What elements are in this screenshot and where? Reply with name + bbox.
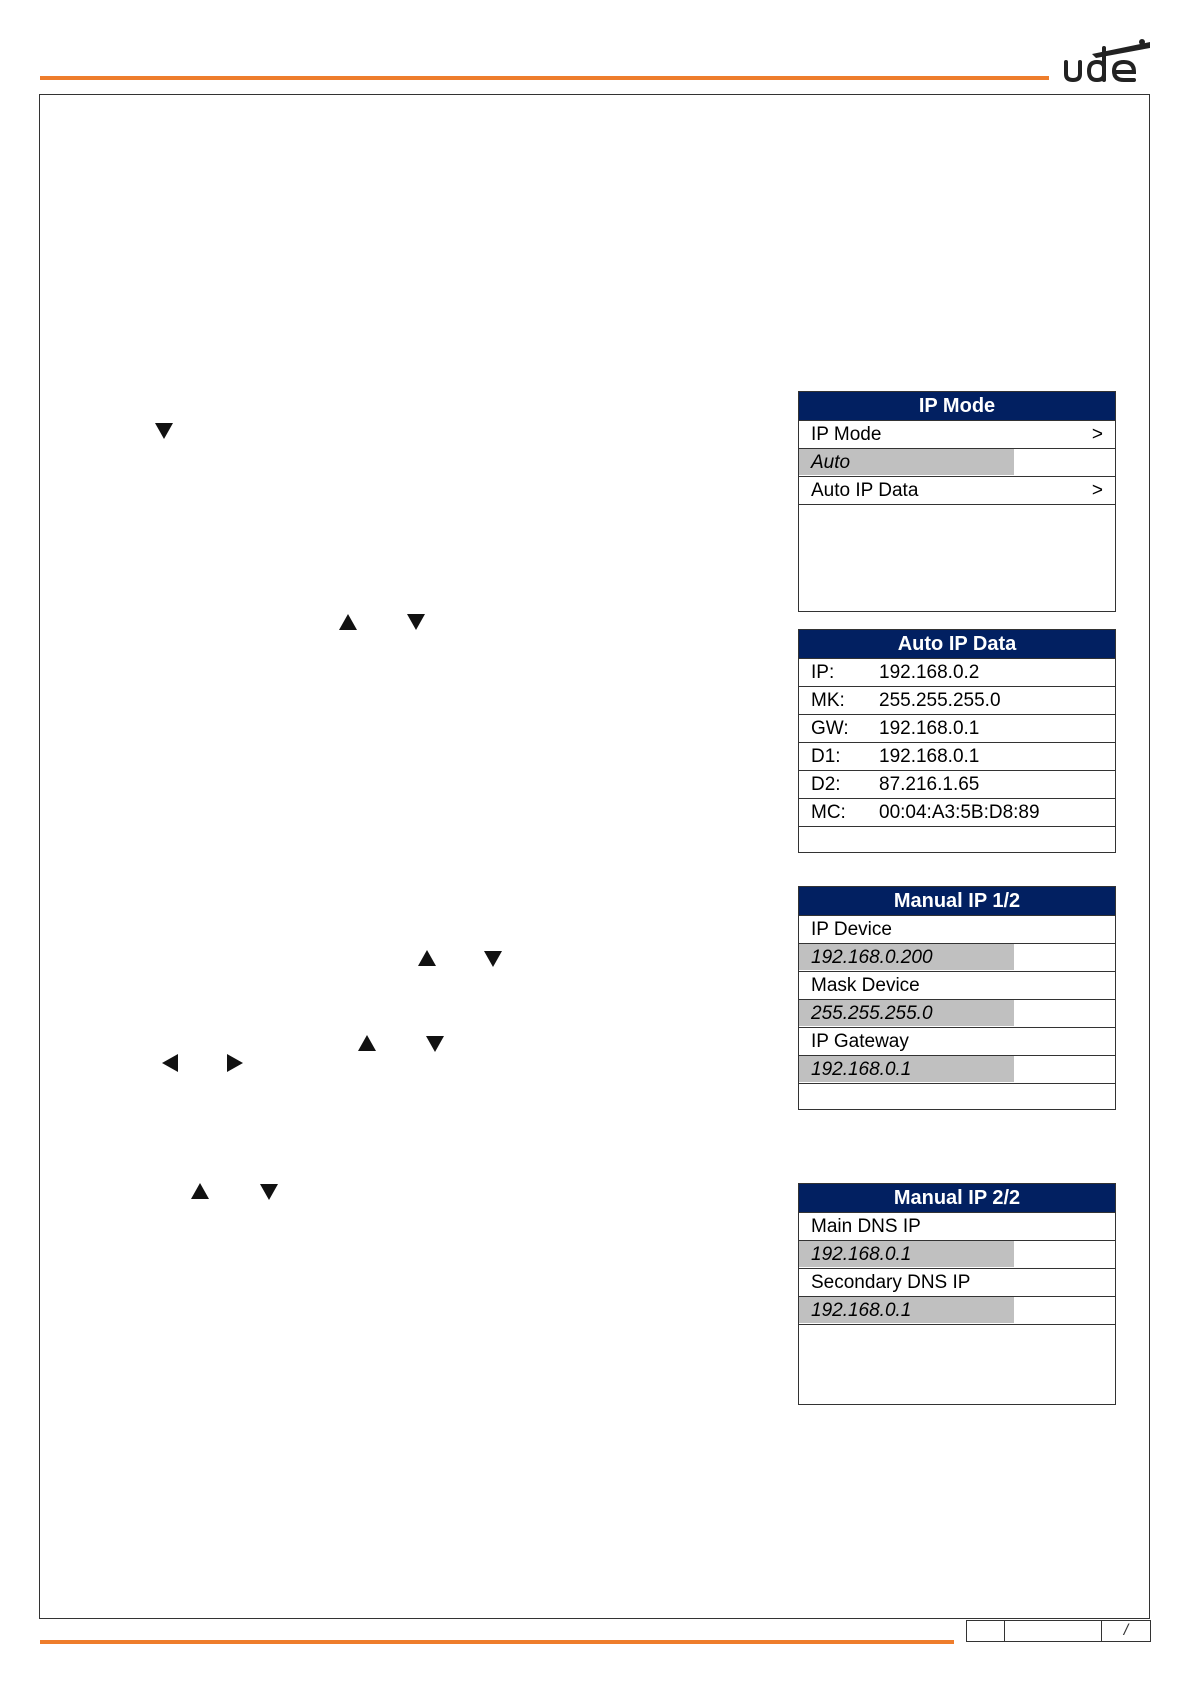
ip-device-value[interactable]	[799, 944, 1115, 972]
row-value: 192.168.0.1	[879, 718, 980, 739]
data-row-dns2	[799, 771, 1115, 799]
field-label-secondary-dns	[799, 1269, 1115, 1297]
data-row-ip	[799, 659, 1115, 687]
down-arrow-icon	[426, 1036, 444, 1052]
data-row-gateway	[799, 715, 1115, 743]
field-label-main-dns	[799, 1213, 1115, 1241]
row-key: GW:	[811, 718, 849, 739]
page-separator: /	[1123, 1622, 1129, 1639]
row-key: D1:	[811, 746, 841, 767]
mask-device-value[interactable]	[799, 1000, 1115, 1028]
row-value: 192.168.0.2	[879, 662, 980, 683]
secondary-dns-value[interactable]	[799, 1297, 1115, 1325]
menu-item-auto-ip-data[interactable]	[799, 477, 1115, 505]
field-value: 192.168.0.200	[799, 944, 1014, 970]
field-value: 192.168.0.1	[799, 1297, 1014, 1323]
down-arrow-icon	[484, 951, 502, 967]
up-arrow-icon	[339, 614, 357, 630]
main-dns-value[interactable]	[799, 1241, 1115, 1269]
menu-item-label: Auto IP Data	[811, 480, 919, 501]
footer-rule	[40, 1640, 954, 1644]
row-value: 00:04:A3:5B:D8:89	[879, 802, 1040, 823]
data-row-mask	[799, 687, 1115, 715]
field-label: Secondary DNS IP	[811, 1272, 971, 1293]
data-row-dns1	[799, 743, 1115, 771]
field-label: Mask Device	[811, 975, 920, 996]
field-label: IP Gateway	[811, 1031, 909, 1052]
pager-cell	[1005, 1621, 1102, 1641]
lcd-ip-mode	[798, 391, 1116, 612]
field-label: IP Device	[811, 919, 892, 940]
up-arrow-icon	[191, 1183, 209, 1199]
row-key: D2:	[811, 774, 841, 795]
field-value: 192.168.0.1	[799, 1241, 1014, 1267]
menu-item-ip-mode[interactable]	[799, 421, 1115, 449]
up-arrow-icon	[418, 950, 436, 966]
left-arrow-icon	[162, 1054, 178, 1072]
field-label-mask-device	[799, 972, 1115, 1000]
row-key: IP:	[811, 662, 835, 683]
submenu-arrow-icon: >	[1091, 424, 1103, 445]
down-arrow-icon	[260, 1184, 278, 1200]
row-key: MC:	[811, 802, 846, 823]
row-key: MK:	[811, 690, 845, 711]
ude-logo	[1062, 38, 1152, 84]
submenu-arrow-icon: >	[1091, 480, 1103, 501]
lcd-title: Manual IP 1/2	[799, 887, 1115, 916]
field-value: 192.168.0.1	[799, 1056, 1014, 1082]
up-arrow-icon	[358, 1035, 376, 1051]
lcd-manual-ip-2	[798, 1183, 1116, 1405]
field-value: 255.255.255.0	[799, 1000, 1014, 1026]
lcd-auto-ip-data	[798, 629, 1116, 853]
right-arrow-icon	[227, 1054, 243, 1072]
lcd-title: IP Mode	[799, 392, 1115, 421]
field-label: Main DNS IP	[811, 1216, 921, 1237]
row-value: 192.168.0.1	[879, 746, 980, 767]
row-value: 87.216.1.65	[879, 774, 980, 795]
ip-gateway-value[interactable]	[799, 1056, 1115, 1084]
lcd-manual-ip-1	[798, 886, 1116, 1110]
pager-cell	[967, 1621, 1005, 1641]
field-label-ip-gateway	[799, 1028, 1115, 1056]
data-row-mac	[799, 799, 1115, 827]
down-arrow-icon	[407, 614, 425, 630]
row-value: 255.255.255.0	[879, 690, 1001, 711]
lcd-title: Auto IP Data	[799, 630, 1115, 659]
field-label-ip-device	[799, 916, 1115, 944]
selected-value: Auto	[799, 449, 1014, 475]
menu-item-label: IP Mode	[811, 424, 882, 445]
page-number-box	[966, 1620, 1151, 1642]
ip-mode-value[interactable]	[799, 449, 1115, 477]
lcd-title: Manual IP 2/2	[799, 1184, 1115, 1213]
header-rule	[40, 76, 1049, 80]
down-arrow-icon	[155, 423, 173, 439]
